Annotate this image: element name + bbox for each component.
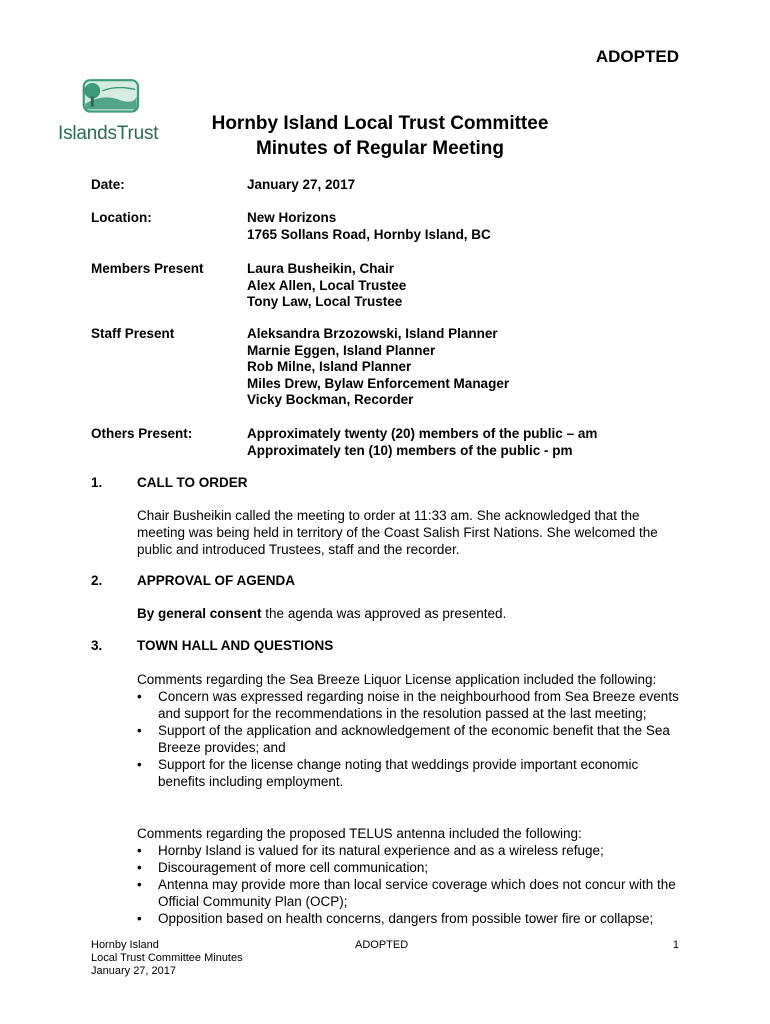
section-body [137, 825, 682, 927]
others-label: Others Present: [91, 426, 193, 441]
list-item: • Hornby Island is valued for its natural experience and as a wireless refuge; [137, 842, 682, 859]
list-item: • Support of the application and acknowledgement of the economic benefit that the Sea Breeze provides; and [137, 722, 682, 756]
section-number: 3. [91, 638, 103, 653]
staff-label: Staff Present [91, 326, 175, 341]
section-title: CALL TO ORDER [137, 475, 248, 490]
page-title: Hornby Island Local Trust Committee [211, 113, 549, 134]
date-label: Date: [91, 177, 125, 192]
intro-text: Comments regarding the proposed TELUS antenna included the following: [137, 826, 582, 841]
footer-info: Hornby Island Local Trust Committee Minutes January 27, 2017 [91, 939, 243, 977]
members-label: Members Present [91, 261, 204, 276]
intro-text: Comments regarding the Sea Breeze Liquor License application included the following: [137, 672, 657, 687]
section-body: By general consent the agenda was approved as presented. [137, 606, 507, 621]
page-subtitle: Minutes of Regular Meeting [255, 138, 505, 159]
members-list: Laura Busheikin, Chair Alex Allen, Local Trustee Tony Law, Local Trustee [247, 261, 407, 309]
list-item: • Opposition based on health concerns, dangers from possible tower fire or collapse; [137, 910, 682, 927]
logo-text: IslandsTrust [58, 123, 159, 144]
location-value: New Horizons 1765 Sollans Road, Hornby Island, BC [247, 210, 491, 242]
section-number: 2. [91, 573, 103, 588]
adopted-stamp: ADOPTED [595, 47, 679, 66]
staff-list: Aleksandra Brzozowski, Island Planner Marnie Eggen, Island Planner Rob Milne, Island Planner Miles Drew, Bylaw Enforcement Manager Vicky Bockman, Recorder [247, 326, 510, 407]
list-item: • Discouragement of more cell communication; [137, 859, 682, 876]
section-number: 1. [91, 475, 103, 490]
footer-status: ADOPTED [355, 939, 409, 951]
date-value: January 27, 2017 [247, 177, 356, 192]
others-list: Approximately twenty (20) members of the public – am Approximately ten (10) members of the public - pm [247, 426, 598, 458]
section-title: APPROVAL OF AGENDA [137, 573, 296, 588]
section-title: TOWN HALL AND QUESTIONS [137, 638, 334, 653]
section-body [137, 671, 682, 790]
bullet-list [137, 688, 682, 790]
section-body: Chair Busheikin called the meeting to order at 11:33 am. She acknowledged that the meeting was being held in territory of the Coast Salish First Nations. She welcomed the public and introduced Trustees, staff and the recorder. [137, 508, 658, 557]
bullet-list [137, 842, 682, 927]
list-item: • Antenna may provide more than local service coverage which does not concur with the Official Community Plan (OCP); [137, 876, 682, 910]
page-number: 1 [672, 939, 679, 951]
location-label: Location: [91, 210, 152, 225]
list-item: • Support for the license change noting that weddings provide important economic benefits including employment. [137, 756, 682, 790]
list-item: • Concern was expressed regarding noise in the neighbourhood from Sea Breeze events and support for the recommendations in the resolution passed at the last meeting; [137, 688, 682, 722]
